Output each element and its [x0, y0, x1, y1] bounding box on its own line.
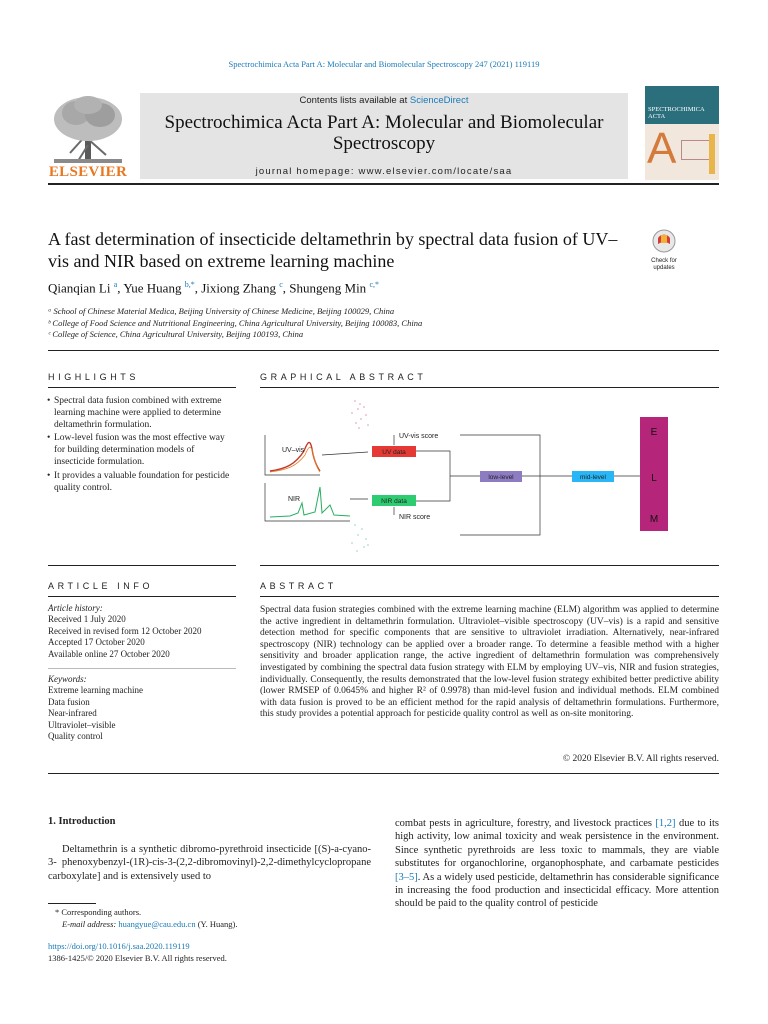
check-updates-line2: updates	[653, 265, 675, 271]
keyword[interactable]: Near-infrared	[48, 708, 97, 718]
email-note	[62, 919, 237, 930]
footnote-rule	[48, 903, 96, 904]
check-updates-line1: Check for	[651, 258, 677, 264]
keyword[interactable]: Ultraviolet–visible	[48, 719, 116, 730]
citation-link[interactable]: [3–5]	[395, 871, 418, 883]
highlight-item: • Spectral data fusion combined with extreme learning machine were applied to determine deltamethrin formulation.	[48, 396, 233, 431]
graphical-abstract-rule	[260, 387, 719, 388]
intro-col2-part3: . As a widely used pesticide, deltamethrin has considerable significance in increasing the food production and insecticidal efficacy. More attention should be paid to the quality control of pesticide	[395, 871, 719, 910]
history-keywords-divider	[48, 668, 236, 669]
issn-line: 1386-1425/© 2020 Elsevier B.V. All rights reserved.	[48, 953, 227, 963]
article-history-label: Article history:	[48, 603, 103, 613]
cover-title: SPECTROCHIMICA ACTA	[648, 106, 705, 120]
journal-homepage	[140, 166, 628, 177]
journal-cover	[645, 86, 719, 180]
corresponding-note: * Corresponding authors.	[55, 907, 142, 917]
author-list: Qianqian Li $^a$, Yue Huang $^{b,*}$, Jixiong Zhang $^c$, Shungeng Min $^{c,*}$	[48, 280, 379, 296]
article-title: A fast determination of insecticide deltamethrin by spectral data fusion of UV–vis and NIR based on extreme learning machine	[48, 229, 618, 271]
nir-score-scatter	[351, 524, 369, 552]
homepage-link[interactable]: www.elsevier.com/locate/saa	[358, 166, 513, 177]
keywords-label: Keywords:	[48, 674, 87, 684]
keyword[interactable]: Data fusion	[48, 696, 90, 707]
author[interactable]: Qianqian Li	[48, 280, 111, 296]
low-level-label: low-level	[488, 474, 514, 481]
history-item: Available online 27 October 2020	[48, 648, 170, 659]
affiliation-c: ᶜ College of Science, China Agricultural University, Beijing 100193, China	[48, 329, 304, 339]
author[interactable]: Jixiong Zhang	[201, 280, 276, 296]
journal-reference[interactable]: Spectrochimica Acta Part A: Molecular and Biomolecular Spectroscopy 247 (2021) 119119	[228, 59, 540, 69]
abstract-copyright: © 2020 Elsevier B.V. All rights reserved.	[562, 754, 719, 764]
check-for-updates-badge[interactable]	[645, 229, 683, 269]
author[interactable]: Shungeng Min	[289, 280, 367, 296]
graphical-abstract-heading: GRAPHICAL ABSTRACT	[260, 372, 427, 382]
highlights-rule	[48, 387, 236, 388]
mid-level-label: mid-level	[579, 474, 607, 481]
elm-letter-l: L	[651, 473, 657, 484]
article-info-heading: ARTICLE INFO	[48, 581, 154, 591]
intro-col2-text	[395, 817, 719, 911]
contents-prefix: Contents lists available at	[299, 95, 410, 106]
nir-score-label: NIR score	[399, 514, 431, 521]
affiliation-rule	[48, 350, 719, 351]
nir-spectrum-plot	[265, 483, 350, 521]
history-item: Received in revised form 12 October 2020	[48, 625, 202, 636]
intro-col2-part2: due to its high activity, low animal toxicity and weak persistence in the environment. Since synthetic pyrethroids are less toxic to mammals, they are viable substitutes for organochlorine, organophosphate, and carbamate pesticides	[395, 818, 719, 870]
email-link[interactable]: huangyue@cau.edu.cn	[118, 919, 196, 929]
uv-score-label: UV-vis score	[399, 433, 439, 440]
nir-data-label: NIR data	[381, 498, 407, 505]
article-info-rule	[48, 596, 236, 597]
graphical-abstract-figure	[260, 395, 719, 560]
abstract-bottom-rule	[48, 773, 719, 774]
author-sup[interactable]: c,*	[369, 280, 379, 289]
uv-data-label: UV data	[382, 449, 406, 456]
header-rule	[48, 183, 719, 185]
contents-line	[140, 95, 628, 106]
elsevier-tree-icon	[48, 93, 128, 167]
keyword[interactable]: Quality control	[48, 731, 103, 741]
author-sup[interactable]: c	[279, 280, 283, 289]
email-prefix: E-mail address:	[62, 919, 119, 929]
journal-title: Spectrochimica Acta Part A: Molecular and Biomolecular Spectroscopy	[164, 112, 604, 154]
abstract-text: Spectral data fusion strategies combined with the extreme learning machine (ELM) algorithm was applied to determine the active ingredient in deltamethrin formulation. Ultraviolet–visible spectroscopy (UV–vis) is a rapid and sensitive detection method for specific components that are sensitive to ultraviolet irradiation. Alternatively, near-infrared spectroscopy (NIR) technology can be applied over a broader range. To determine a feasible method with a higher sensitivity and broader application range, the active ingredient of deltamethrin formulation was comprehensively investigated by combining the spectral data fusion strategy with ELM by employing UV–vis, NIR and fusion strategies, individually. Consequently, the results demonstrated that the low-level fusion strategy exhibited better predictive ability (lower RMSEP of 0.0645% and higher R² of 0.9978) than mid-level fusion and individual methods. ELM combined with data fusion is proved to be an efficient method for the rapid analysis of deltamethrin formulations. Furthermore, this study provides a potential approach for pesticide quality control as well as on-site monitoring.	[260, 605, 719, 720]
check-updates-icon	[652, 229, 676, 253]
gfx-bottom-rule-left	[48, 565, 236, 566]
elm-letter-m: M	[649, 514, 659, 525]
history-item: Accepted 17 October 2020	[48, 637, 145, 647]
sciencedirect-link[interactable]: ScienceDirect	[409, 95, 469, 106]
homepage-prefix: journal homepage:	[255, 166, 359, 177]
elsevier-logo	[48, 93, 128, 183]
highlight-item: • Low-level fusion was the most effective way for building determination models of insecticide formulation.	[48, 433, 233, 468]
keyword[interactable]: Extreme learning machine	[48, 685, 143, 695]
cover-illustration	[645, 124, 719, 180]
author-sup[interactable]: a	[113, 280, 118, 289]
history-item: Received 1 July 2020	[48, 614, 126, 624]
elsevier-wordmark: ELSEVIER	[48, 164, 128, 180]
abstract-rule	[260, 596, 719, 597]
email-suffix: (Y. Huang).	[195, 919, 238, 929]
author-sup[interactable]: b,*	[184, 280, 195, 289]
highlights-list	[48, 396, 233, 496]
citation-link[interactable]: [1,2]	[655, 818, 676, 829]
elm-letter-e: E	[650, 427, 658, 438]
intro-heading: 1. Introduction	[48, 816, 116, 827]
highlights-heading: HIGHLIGHTS	[48, 372, 140, 382]
highlight-item: • It provides a valuable foundation for pesticide quality control.	[48, 471, 233, 495]
intro-col1-text: Deltamethrin is a synthetic dibromo-pyrethroid insecticide [(S)-a-cyano-3- phenoxybenzyl-(1R)-cis-3-(2,2-dibromovinyl)-2,2-dimethylcyclopropane carboxylate] and is extensively used to	[48, 844, 371, 882]
cover-letter: A	[647, 124, 677, 173]
author[interactable]: Yue Huang	[123, 280, 182, 296]
uv-score-scatter	[351, 400, 369, 429]
uv-spectrum-plot	[265, 435, 320, 475]
uv-label: UV–vis	[282, 447, 305, 454]
nir-label: NIR	[288, 496, 301, 503]
affiliation-a: ᵃ School of Chinese Material Medica, Beijing University of Chinese Medicine, Beijing 100029, China	[48, 306, 395, 316]
abstract-heading: ABSTRACT	[260, 581, 337, 591]
doi-link[interactable]: https://doi.org/10.1016/j.saa.2020.119119	[48, 941, 190, 951]
gfx-bottom-rule-right	[260, 565, 719, 566]
affiliation-b: ᵇ College of Food Science and Nutritional Engineering, China Agricultural University, Beijing 100083, China	[48, 318, 423, 328]
intro-col2-part1: combat pests in agriculture, forestry, and livestock practices	[395, 818, 656, 829]
